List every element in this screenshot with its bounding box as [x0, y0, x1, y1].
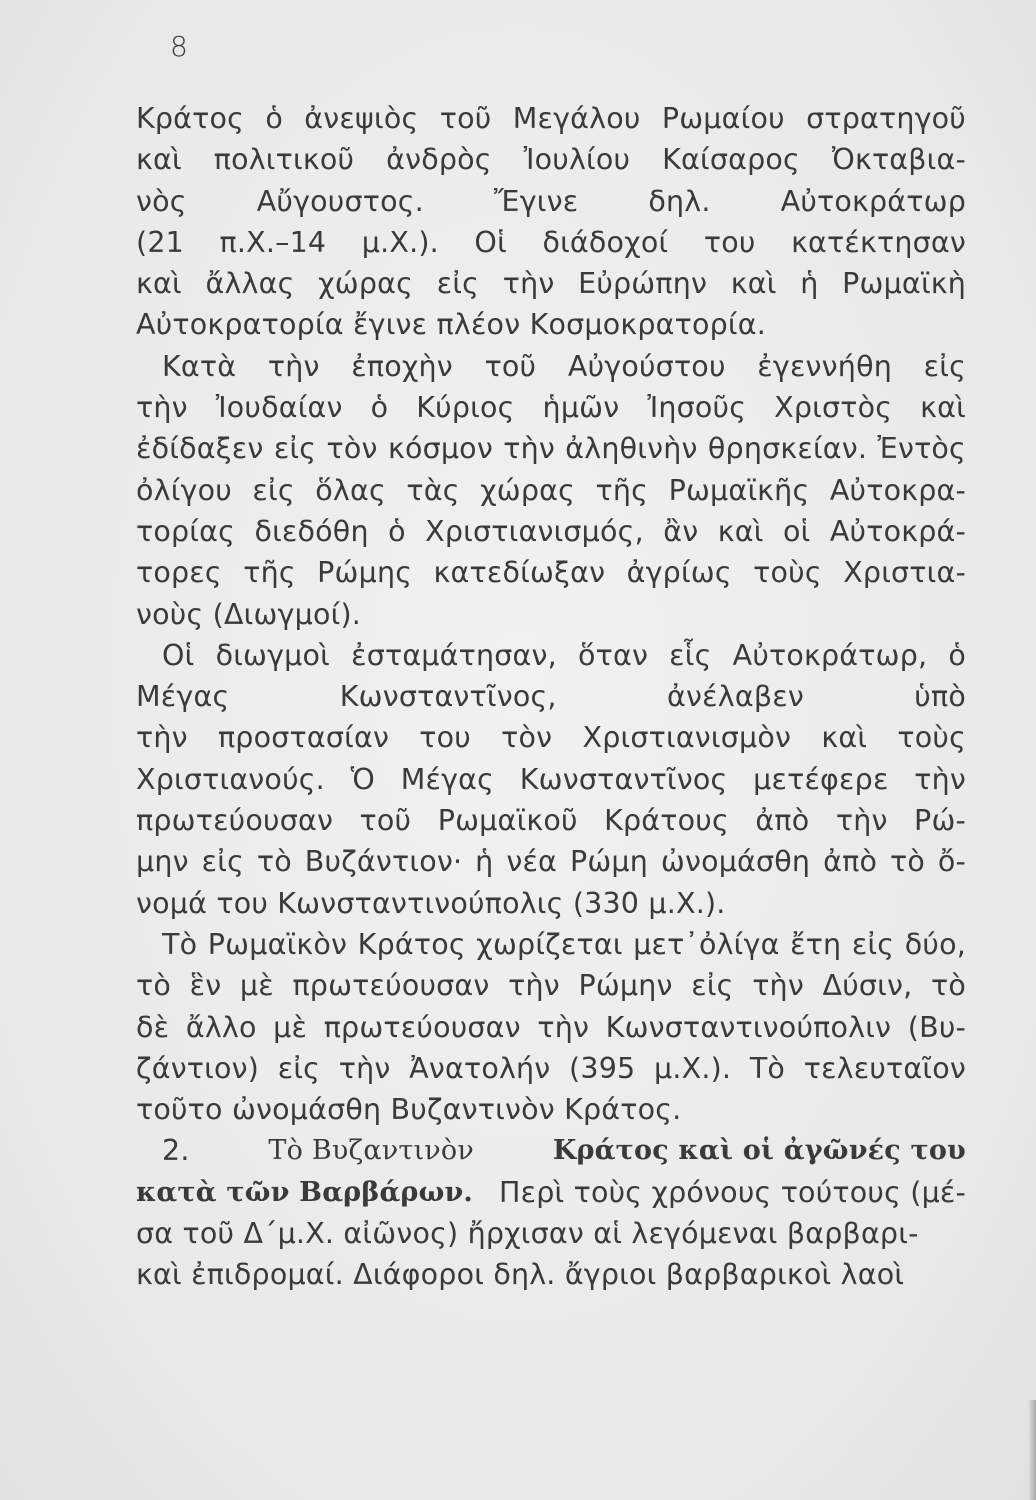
text-line	[136, 181, 966, 222]
text-line-content: Τὸ Ρωμαϊκὸν Κράτος χωρίζεται μετ᾽ὀλίγα ἔτη εἰς δύο,	[162, 927, 966, 961]
text-line-content: δὲ ἄλλο μὲ πρωτεύουσαν τὴν Κωνσταντινούπολιν (Βυ-	[136, 1010, 966, 1044]
text-line	[136, 511, 966, 552]
text-line	[136, 304, 966, 345]
page-edge-shadow	[1028, 1400, 1036, 1500]
text-line-content: τορίας διεδόθη ὁ Χριστιανισμός, ἂν καὶ οἱ Αὐτοκρά-	[136, 514, 966, 548]
text-line	[136, 139, 966, 180]
text-line-content: πρωτεύουσαν τοῦ Ρωμαϊκοῦ Κράτους ἀπὸ τὴν Ρώ-	[136, 804, 966, 838]
text-line-content: νοὺς (Διωγμοί).	[136, 597, 362, 631]
text-line-content: Οἱ διωγμοὶ ἐσταμάτησαν, ὅταν εἷς Αὐτοκράτωρ, ὁ	[162, 638, 966, 672]
text-line	[136, 717, 966, 758]
text-line	[136, 387, 966, 428]
section-heading-line-1	[136, 1130, 966, 1171]
section-line-after-heading-3	[136, 1254, 966, 1295]
text-line-content: Χριστιανούς. Ὁ Μέγας Κωνσταντῖνος μετέφερε τὴν	[136, 762, 966, 796]
text-line-content: ζάντιον) εἰς τὴν Ἀνατολήν (395 μ.Χ.). Τὸ τελευταῖον	[136, 1051, 966, 1085]
text-line	[136, 883, 966, 924]
section-line-after-heading-1: Περὶ τοὺς χρόνους τούτους (μέ-	[498, 1175, 966, 1209]
text-line	[136, 263, 966, 304]
text-line-content: Αὐτοκρατορία ἔγινε πλέον Κοσμοκρατορία.	[136, 308, 766, 342]
text-line	[136, 1048, 966, 1089]
text-line-content: ὀλίγου εἰς ὅλας τὰς χώρας τῆς Ρωμαϊκῆς Αὐτοκρα-	[136, 473, 966, 507]
section-line-after-heading-2	[136, 1213, 966, 1254]
section-line-text-3: καὶ ἐπιδρομαί. Διάφοροι δηλ. ἄγριοι βαρβαρικοὶ λαοὶ	[136, 1258, 905, 1292]
text-line-content: μην εἰς τὸ Βυζάντιον· ἡ νέα Ρώμη ὠνομάσθη ἀπὸ τὸ ὄ-	[136, 845, 966, 879]
text-line	[136, 346, 966, 387]
section-heading-line-2	[136, 1172, 966, 1213]
body-text	[136, 98, 966, 1296]
text-line-content: νομά του Κωνσταντινούπολις (330 μ.Χ.).	[136, 886, 726, 920]
text-line	[136, 635, 966, 676]
text-line	[136, 676, 966, 717]
text-line	[136, 552, 966, 593]
text-line-content: Μέγας Κωνσταντῖνος, ἀνέλαβεν ὑπὸ	[136, 680, 966, 714]
text-line	[136, 428, 966, 469]
text-line	[136, 924, 966, 965]
section-line-text-2: σα τοῦ Δ´μ.Χ. αἰῶνος) ἤρχισαν αἱ λεγόμεναι βαρβαρι-	[136, 1217, 919, 1251]
text-line	[136, 1089, 966, 1130]
text-line-content: Κράτος ὁ ἀνεψιὸς τοῦ Μεγάλου Ρωμαίου στρατηγοῦ	[136, 102, 966, 135]
text-line-content: νὸς Αὔγουστος. Ἔγινε δηλ. Αὐτοκράτωρ	[136, 184, 966, 218]
text-line	[136, 759, 966, 800]
text-line-content: τὴν Ἰουδαίαν ὁ Κύριος ἡμῶν Ἰησοῦς Χριστὸς καὶ	[136, 391, 966, 425]
text-line-content: τὴν προστασίαν του τὸν Χριστιανισμὸν καὶ τοὺς	[136, 721, 966, 755]
paragraph-1	[136, 98, 966, 346]
section-number: 2.	[162, 1134, 190, 1168]
text-line-content: Κατὰ τὴν ἐποχὴν τοῦ Αὐγούστου ἐγεννήθη εἰς	[162, 349, 966, 383]
text-line	[136, 594, 966, 635]
text-line-content: τορες τῆς Ρώμης κατεδίωξαν ἀγρίως τοὺς Χριστια-	[136, 556, 966, 590]
paragraph-3	[136, 635, 966, 924]
text-line-content: τὸ ἓν μὲ πρωτεύουσαν τὴν Ρώμην εἰς τὴν Δύσιν, τὸ	[136, 969, 966, 1003]
text-line-content: καὶ πολιτικοῦ ἀνδρὸς Ἰουλίου Καίσαρος Ὀκταβια-	[136, 143, 966, 177]
section-heading-part-3: κατὰ τῶν Βαρβάρων.	[136, 1176, 474, 1208]
section-heading-part-1: Τὸ Βυζαντινὸν	[268, 1135, 474, 1167]
text-line	[136, 1007, 966, 1048]
section-heading-block	[136, 1130, 966, 1295]
text-line	[136, 841, 966, 882]
page-number: 8	[170, 30, 188, 63]
text-line-content: (21 π.Χ.–14 μ.Χ.). Οἱ διάδοχοί του κατέκτησαν	[136, 225, 966, 259]
text-line	[136, 98, 966, 139]
text-line	[136, 470, 966, 511]
text-line	[136, 800, 966, 841]
text-line-content: καὶ ἄλλας χώρας εἰς τὴν Εὐρώπην καὶ ἡ Ρωμαϊκὴ	[136, 267, 966, 301]
text-line-content: ἐδίδαξεν εἰς τὸν κόσμον τὴν ἀληθινὴν θρησκείαν. Ἐντὸς	[136, 432, 966, 466]
paragraph-2	[136, 346, 966, 635]
text-line	[136, 222, 966, 263]
text-line	[136, 965, 966, 1006]
paragraph-4	[136, 924, 966, 1130]
text-line-content: τοῦτο ὠνομάσθη Βυζαντινὸν Κράτος.	[136, 1093, 682, 1127]
section-heading-part-2: Κράτος καὶ οἱ ἀγῶνές του	[552, 1135, 966, 1167]
